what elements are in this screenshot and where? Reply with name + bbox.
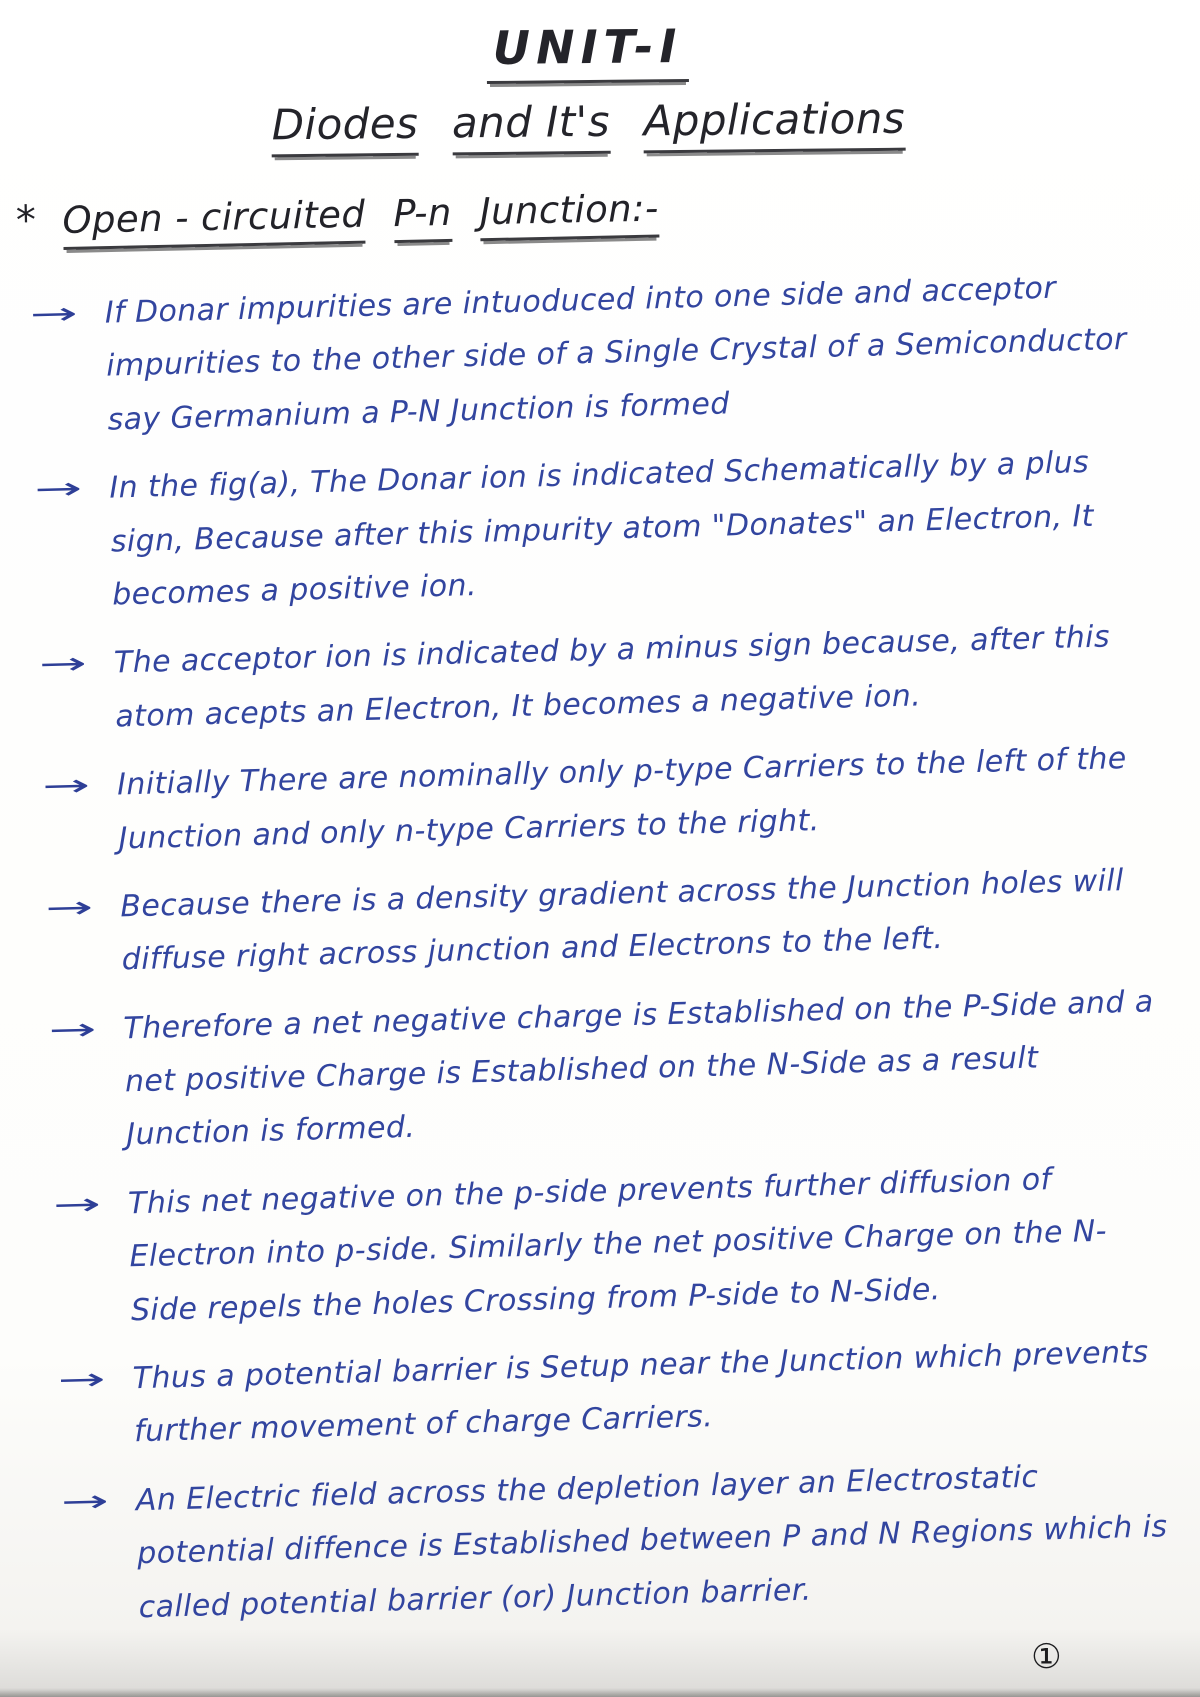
note-text: Initially There are nominally only p-type Carriers to the left of the Junction and only n-type Carriers to the right. [116,741,1128,856]
arrow-icon: → [38,646,88,683]
note-item [41,1446,1200,1636]
page-number: ① [1031,1637,1062,1677]
note-item [15,434,1175,624]
arrow-icon: → [57,1361,107,1399]
note-item [23,731,1181,868]
chapter-title-word-1: Diodes [271,99,418,158]
chapter-title [10,91,1167,160]
arrow-icon: → [33,471,84,508]
arrow-icon: → [60,1483,110,1520]
section-heading-part-2: P-n [393,191,452,243]
note-item [10,259,1170,449]
arrow-icon: → [52,1186,103,1224]
arrow-icon: → [48,1011,98,1049]
note-item [29,974,1189,1164]
note-text: This net negative on the p-side prevents further diffusion of Electron into p-side. Similarly the net positive Charge on the N-Side repels the holes Crossing from P-side to N-Side. [127,1162,1108,1328]
unit-title: UNIT-I [486,19,688,84]
note-text: If Donar impurities are intuoduced into one side and acceptor impurities to the other side of a Single Crystal of a Semiconductor say Germanium a P-N Junction is formed [104,270,1128,438]
note-text: The acceptor ion is indicated by a minus sign because, after this atom acepts an Electron, It becomes a negative ion. [113,619,1111,735]
notes-list [10,259,1200,1637]
arrow-icon: → [29,296,79,333]
note-text: In the fig(a), The Donar ion is indicated Schematically by a plus sign, Because after this impurity atom "Donates" an Electron, It becomes a positive ion. [108,445,1095,613]
note-text: Therefore a net negative charge is Established on the P-Side and a net positive Charge is Established on the N-Side as a result Junction is formed. [123,984,1154,1153]
section-heading [15,174,1166,251]
note-item [33,1149,1193,1339]
section-heading-part-1: Open - circuited [62,193,366,250]
note-text: Because there is a density gradient across the Junction holes will diffuse right across junction and Electrons to the left. [119,863,1125,978]
note-text: An Electric field across the depletion layer an Electrostatic potential diffence is Established between P and N Regions which is called potential barrier (or) Junction barrier. [135,1459,1168,1625]
page-edge-shadow [0,1688,1200,1697]
note-item [38,1325,1196,1462]
title-block [9,14,1166,160]
chapter-title-word-2: and It's [452,97,610,156]
asterisk-marker: * [15,197,37,244]
note-text: Thus a potential barrier is Setup near the Junction which prevents further movement of charge Carriers. [132,1334,1150,1450]
arrow-icon: → [41,768,92,805]
section-heading-part-3: Junction:- [479,187,659,242]
note-item [19,609,1177,746]
arrow-icon: → [44,890,95,927]
chapter-title-word-3: Applications [643,94,905,154]
note-item [26,853,1184,990]
